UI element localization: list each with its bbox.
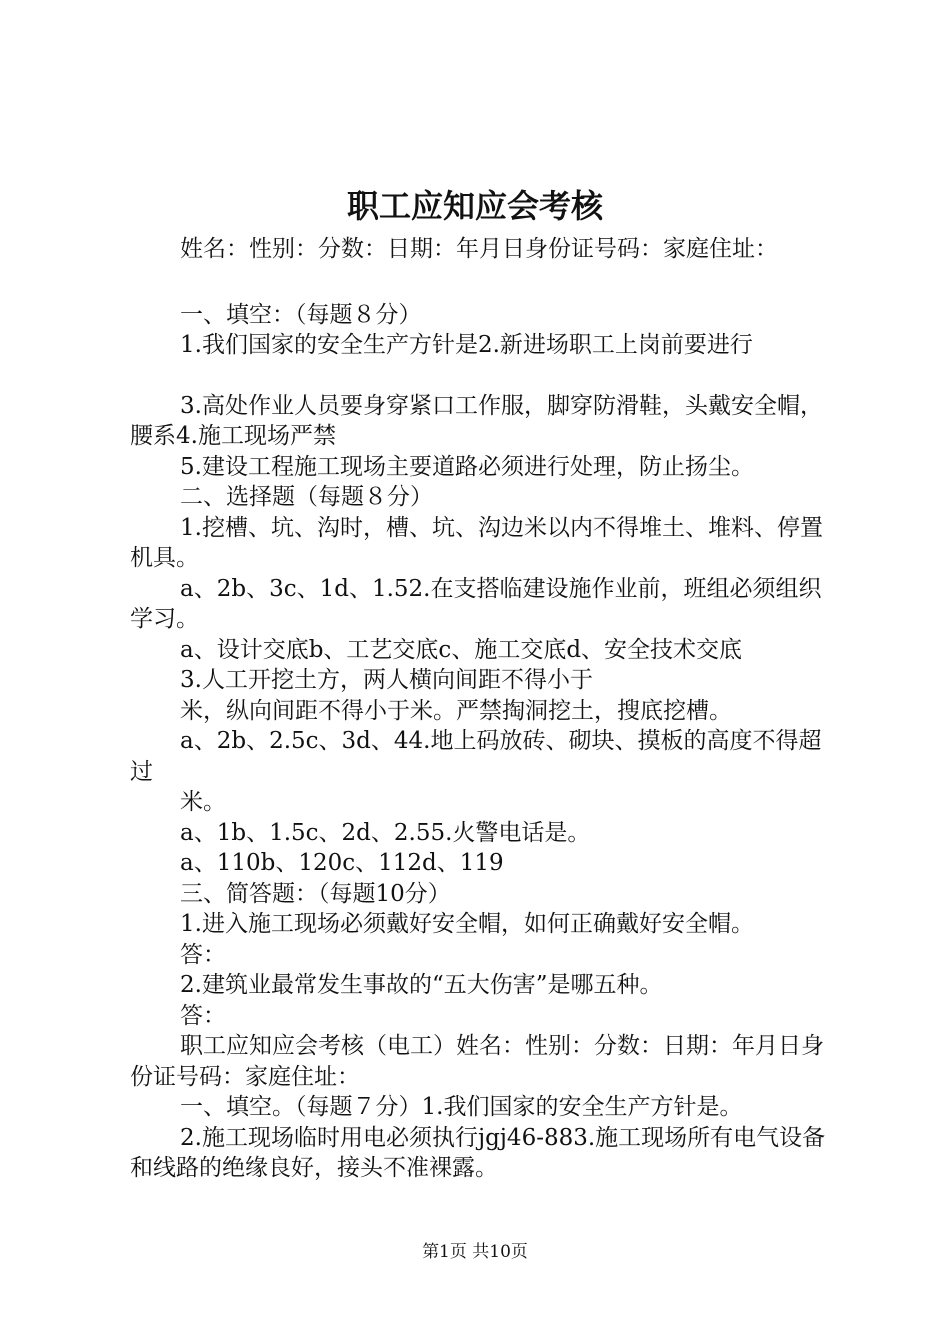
question-paragraph: 5.建设工程施工现场主要道路必须进行处理，防止扬尘。 — [180, 453, 754, 480]
document-title: 职工应知应会考核 — [346, 187, 603, 225]
question-paragraph: 1.进入施工现场必须戴好安全帽，如何正确戴好安全帽。 — [180, 911, 754, 937]
answer-label: 答： — [180, 1002, 226, 1029]
answer-label: 答： — [180, 941, 226, 968]
question-paragraph: a、1b、1.5c、2d、2.55.火警电话是。 — [180, 819, 591, 846]
question-paragraph: 米，纵向间距不得小于米。严禁掏洞挖土，搜底挖槽。 — [180, 697, 732, 724]
question-paragraph: 一、填空。（每题７分）1.我们国家的安全生产方针是。 — [180, 1094, 743, 1120]
question-paragraph: 1.挖槽、坑、沟时，槽、坑、沟边米以内不得堆土、堆料、停置机具。 — [130, 514, 823, 571]
question-paragraph: 3.高处作业人员要身穿紧口工作服，脚穿防滑鞋，头戴安全帽，腰系4.施工现场严禁 — [130, 392, 823, 449]
answer-options: a、设计交底b、工艺交底c、施工交底d、安全技术交底 — [180, 636, 743, 663]
question-paragraph: 2.施工现场临时用电必须执行jgj46-883.施工现场所有电气设备和线路的绝缘良好，接头不准裸露。 — [130, 1124, 826, 1181]
section-heading-multiple-choice: 二、选择题（每题８分） — [180, 484, 433, 510]
question-paragraph: a、2b、2.5c、3d、44.地上码放砖、砌块、摸板的高度不得超过 — [130, 728, 822, 785]
question-paragraph: 1.我们国家的安全生产方针是2.新进场职工上岗前要进行 — [180, 332, 753, 358]
question-paragraph: 2.建筑业最常发生事故的“五大伤害”是哪五种。 — [180, 972, 663, 998]
page-number: 第1页 共10页 — [422, 1242, 528, 1262]
electrician-exam-header: 职工应知应会考核（电工）姓名：性别：分数：日期：年月日身份证号码：家庭住址： — [130, 1033, 824, 1090]
question-paragraph: 3.人工开挖土方，两人横向间距不得小于 — [180, 667, 593, 693]
header-fields-line: 姓名：性别：分数：日期：年月日身份证号码：家庭住址： — [180, 236, 778, 262]
section-heading-short-answer: 三、简答题：（每题10分） — [180, 880, 451, 907]
question-paragraph: 米。 — [180, 789, 226, 815]
question-paragraph: a、2b、3c、1d、1.52.在支搭临建设施作业前，班组必须组织学习。 — [130, 575, 822, 632]
section-heading-fill-blank: 一、填空：（每题８分） — [180, 301, 422, 328]
answer-options: a、110b、120c、112d、119 — [180, 850, 504, 876]
document-body — [130, 234, 835, 1184]
